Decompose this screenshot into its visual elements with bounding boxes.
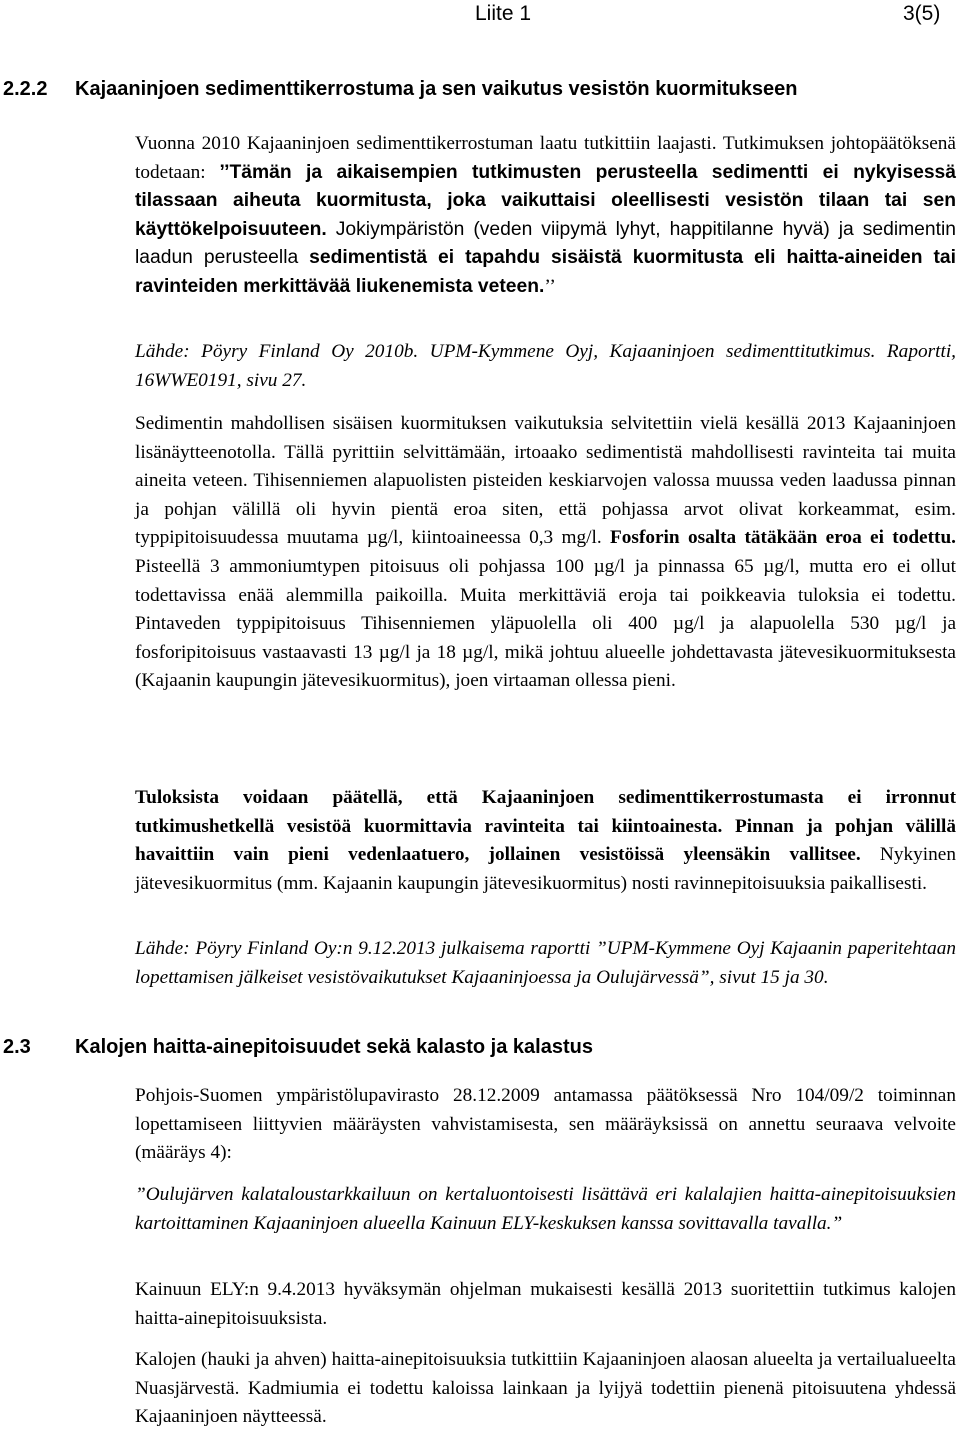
source-citation-2: Lähde: Pöyry Finland Oy:n 9.12.2013 julkaisema raportti ”UPM-Kymmene Oyj Kajaanin paperitehtaan lopettamisen jälkeiset vesistövaikutukset Kajaaninjoessa ja Oulujärvessä”, sivut 15 ja 30. — [135, 938, 956, 988]
quote-regulation: ”Oulujärven kalataloustarkkailuun on kertaluontoisesti lisättävä eri kalalajien haitta-ainepitoisuuksien kartoittaminen Kajaaninjoen alueella Kainuun ELY-keskuksen kanssa sovittavalla tavalla.” — [135, 1184, 956, 1234]
header-attachment-label: Liite 1 — [475, 2, 532, 25]
section-number: 2.3 — [3, 1036, 31, 1058]
paragraph-sediment-2013 — [135, 410, 956, 696]
text-run: Sedimentin mahdollisen sisäisen kuormituksen vaikutuksia selvitettiin vielä kesällä 2013 Kajaaninjoen lisänäytteenotolla. Tällä pyrittiin selvittämään, irtoaako sedimentistä mahdollisesti ravinteita tai muita aineita veteen. Tihisenniemen alapuolisten pisteiden keskiarvojen valossa muussa veden laadussa pinnan ja pohjan välillä oli hyvin pientä eroa siten, että pohjassa arvot olivat korkeammat, esim. typpipitoisuudessa muutama µg/l, kiintoaineessa 0,3 mg/l. — [135, 413, 956, 549]
quote-bold-text: ’’Tämän ja aikaisempien tutkimusten perusteella sedimentti ei nykyisessä tilassaan aiheuta kuormitusta, joka vaikuttaisi oleellisesti vesistön tilaan tai sen käyttökelpoisuuteen. — [135, 161, 956, 240]
quote-end-marks: ’’ — [544, 275, 556, 297]
bold-text-phosphorus: Fosforin osalta tätäkään eroa ei todettu. — [610, 527, 956, 549]
section-title: Kalojen haitta-ainepitoisuudet sekä kalasto ja kalastus — [75, 1036, 593, 1058]
text-run-2: Pisteellä 3 ammoniumtypen pitoisuus oli pohjassa 100 µg/l ja pinnassa 65 µg/l, mutta ero ei ollut todettavissa enää alemmilla paikoilla. Muita merkittäviä eroja tai poikkeavia tuloksia ei todettu. Pintaveden typpipitoisuus Tihisenniemen yläpuolella oli 400 µg/l ja alapuolella 530 µg/l ja fosforipitoisuus vastaavasti 13 µg/l ja 18 µg/l, mikä johtuu alueelle johdettavasta jätevesikuormituksesta (Kajaanin kaupungin jätevesikuormitus), joen virtaaman ollessa pieni. — [135, 555, 956, 692]
quote-bold-text-2: sedimentistä ei tapahdu sisäistä kuormitusta eli haitta-aineiden tai ravinteiden merkittävää liukenemista veteen. — [135, 247, 956, 297]
header-page-number: 3(5) — [903, 2, 941, 25]
paragraph-ely-program: Kainuun ELY:n 9.4.2013 hyväksymän ohjelman mukaisesti kesällä 2013 suoritettiin tutkimus kalojen haitta-ainepitoisuuksista. — [135, 1279, 956, 1329]
section-number: 2.2.2 — [3, 78, 48, 100]
bold-conclusion-text: Tuloksista voidaan päätellä, että Kajaaninjoen sedimenttikerrostumasta ei irronnut tutkimushetkellä vesistöä kuormittavia ravinteita tai kiintoainesta. Pinnan ja pohjan välillä havaittiin vain pieni vedenlaatuero, jollainen vesistöissä yleensäkin vallitsee. — [135, 787, 956, 866]
quote-plain-text: Jokiympäristön (veden viipymä lyhyt, happitilanne hyvä) ja sedimentin laadun perusteella — [135, 218, 956, 269]
paragraph-sediment-study — [135, 130, 956, 302]
paragraph-permit-decision: Pohjois-Suomen ympäristölupavirasto 28.12.2009 antamassa päätöksessä Nro 104/09/2 toiminnan lopettamiseen liittyvien määräysten vahvistamisesta, sen määräyksissä on annettu seuraava velvoite (määräys 4): — [135, 1085, 956, 1164]
paragraph-fish-results: Kalojen (hauki ja ahven) haitta-ainepitoisuuksia tutkittiin Kajaaninjoen alaosan alueelta ja vertailualueelta Nuasjärvestä. Kadmiumia ei todettu kaloissa lainkaan ja lyijyä todettiin pienenä pitoisuutena yhdessä Kajaaninjoen näytteessä. — [135, 1349, 956, 1428]
source-citation-1: Lähde: Pöyry Finland Oy 2010b. UPM-Kymmene Oyj, Kajaaninjoen sedimenttitutkimus. Raportti, 16WWE0191, sivu 27. — [135, 341, 956, 391]
section-title: Kajaaninjoen sedimenttikerrostuma ja sen vaikutus vesistön kuormitukseen — [75, 78, 798, 100]
paragraph-conclusion — [135, 784, 956, 898]
text-run: Nykyinen jätevesikuormitus (mm. Kajaanin kaupungin jätevesikuormitus) nosti ravinnepitoisuuksia paikallisesti. — [135, 844, 956, 894]
text-run: Vuonna 2010 Kajaaninjoen sedimenttikerrostuman laatu tutkittiin laajasti. Tutkimuksen johtopäätöksenä todetaan: — [135, 133, 956, 183]
